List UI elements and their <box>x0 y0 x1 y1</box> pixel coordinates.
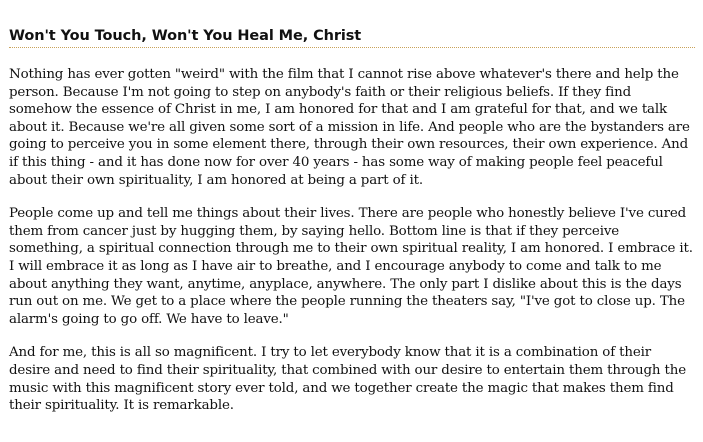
article <box>9 26 695 431</box>
article-paragraph-1: Nothing has ever gotten "weird" with the film that I cannot rise above whatever's there and help the person. Because I'm not going to step on anybody's faith or their religious beliefs. If they find somehow the essence of Christ in me, I am honored for that and I am grateful for that, and we talk about it. Because we're all given some sort of a mission in life. And people who are the bystanders are going to perceive you in some element there, through their own resources, their own experience. And if this thing - and it has done now for over 40 years - has some way of making people feel peaceful about their own spirituality, I am honored at being a part of it. <box>9 67 690 188</box>
article-title: Won't You Touch, Won't You Heal Me, Christ <box>9 28 362 44</box>
article-paragraph-3: And for me, this is all so magnificent. I try to let everybody know that it is a combination of their desire and need to find their spirituality, that combined with our desire to entertain them through the music with this magnificent story ever told, and we together create the magic that makes them find their spirituality. It is remarkable. <box>9 345 686 414</box>
title-divider <box>9 47 695 48</box>
article-paragraph-2: People come up and tell me things about their lives. There are people who honestly believe I've cured them from cancer just by hugging them, by saying hello. Bottom line is that if they perceive something, a spiritual connection through me to their own spiritual reality, I am honored. I embrace it. I will embrace it as long as I have air to breathe, and I encourage anybody to come and talk to me about anything they want, anytime, anyplace, anywhere. The only part I dislike about this is the days run out on me. We get to a place where the people running the theaters say, "I've got to close up. The alarm's going to go off. We have to leave." <box>9 206 693 327</box>
